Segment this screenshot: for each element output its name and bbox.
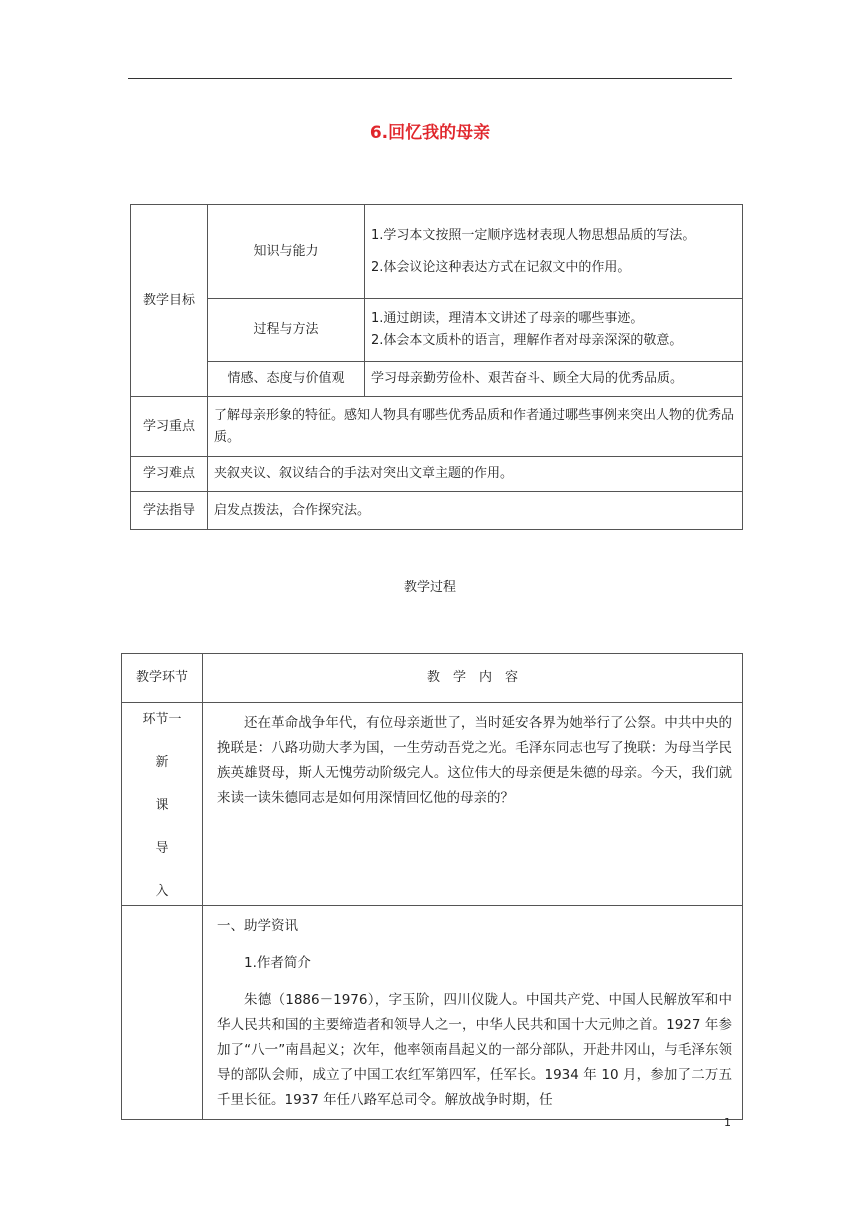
method-label: 学法指导 (131, 492, 208, 530)
difficulty-label: 学习难点 (131, 457, 208, 492)
goals-label: 教学目标 (131, 205, 208, 397)
author-intro-text: 朱德（1886－1976），字玉阶，四川仪陇人。中国共产党、中国人民解放军和中华人民共和国的主要缔造者和领导人之一，中华人民共和国十大元帅之首。1927 年参加了“八一”南昌起义；次年，他率领南昌起义的一部分部队，开赴井冈山，与毛泽东领导的部队会师，成立了中国工农红军第四军，任军长。1934 年 10 月，参加了二万五千里长征。1937 年任八路军总司令。解放战争时期，任 (217, 992, 732, 1108)
stage-column-header: 教学环节 (122, 654, 203, 703)
method-text: 启发点拨法，合作探究法。 (208, 492, 743, 530)
background-content (203, 906, 743, 1120)
key-point-label: 学习重点 (131, 397, 208, 457)
goal-text-process: 1.通过朗读，理清本文讲述了母亲的哪些事迹。 2.体会本文质朴的语言，理解作者对母亲深深的敬意。 (365, 299, 743, 362)
process-table (121, 653, 743, 1120)
goal-category-knowledge: 知识与能力 (208, 205, 365, 299)
goal-text-emotion: 学习母亲勤劳俭朴、艰苦奋斗、顾全大局的优秀品质。 (365, 362, 743, 397)
objectives-table (130, 204, 743, 530)
author-intro-heading: 1.作者简介 (244, 955, 311, 971)
section-heading-info: 一、助学资讯 (217, 918, 298, 934)
goal-category-process: 过程与方法 (208, 299, 365, 362)
intro-content: 还在革命战争年代，有位母亲逝世了，当时延安各界为她举行了公祭。中共中央的挽联是：八路功勋大孝为国，一生劳动吾党之光。毛泽东同志也写了挽联：为母当学民族英雄贤母，斯人无愧劳动阶级完人。这位伟大的母亲便是朱德的母亲。今天，我们就来读一读朱德同志是如何用深情回忆他的母亲的？ (203, 703, 743, 906)
goal-category-emotion: 情感、态度与价值观 (208, 362, 365, 397)
document-title: 6.回忆我的母亲 (369, 123, 491, 143)
difficulty-text: 夹叙夹议、叙议结合的手法对突出文章主题的作用。 (208, 457, 743, 492)
process-heading: 教学过程 (403, 580, 456, 595)
segment-label-empty (122, 906, 203, 1120)
goal-text-knowledge: 1.学习本文按照一定顺序选材表现人物思想品质的写法。 2.体会议论这种表达方式在记叙文中的作用。 (365, 205, 743, 299)
header-rule (128, 78, 732, 79)
key-point-text: 了解母亲形象的特征。感知人物具有哪些优秀品质和作者通过哪些事例来突出人物的优秀品质。 (208, 397, 743, 457)
page-number: 1 (724, 1116, 731, 1129)
content-column-header: 教 学 内 容 (203, 654, 743, 703)
segment-label: 环节一 新 课 导 入 (122, 703, 203, 906)
